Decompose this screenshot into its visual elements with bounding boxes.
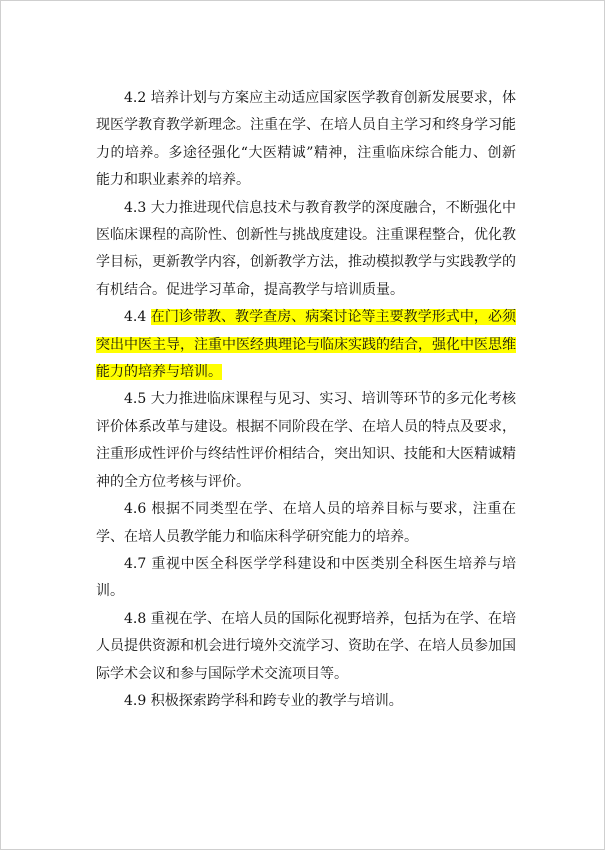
clause-number: 4.5 (124, 391, 151, 408)
clause-number: 4.8 (124, 610, 151, 627)
clause-number: 4.7 (124, 555, 152, 572)
paragraph-4-3 (96, 195, 516, 305)
highlighted-clause-text: 在门诊带教、教学查房、病案讨论等主要教学形式中，必须突出中医主导，注重中医经典理论与临床实践的结合，强化中医思维能力的培养与培训。 (96, 309, 516, 381)
clause-text: 培养计划与方案应主动适应国家医学教育创新发展要求，体现医学教育教学新理念。注重在学、在培人员自主学习和终身学习能力的培养。多途径强化“大医精诚”精神，注重临床综合能力、创新能力和职业素养的培养。 (96, 90, 516, 189)
paragraph-4-9 (96, 688, 516, 715)
clause-text: 根据不同类型在学、在培人员的培养目标与要求，注重在学、在培人员教学能力和临床科学研究能力的培养。 (96, 501, 516, 545)
paragraph-4-8 (96, 606, 516, 688)
clause-text: 大力推进现代信息技术与教育教学的深度融合，不断强化中医临床课程的高阶性、创新性与挑战度建设。注重课程整合，优化教学目标，更新教学内容，创新教学方法，推动模拟教学与实践教学的有机结合。促进学习革命，提高教学与培训质量。 (96, 199, 516, 298)
paragraph-4-5 (96, 386, 516, 496)
clause-text: 重视中医全科医学学科建设和中医类别全科医生培养与培训。 (96, 555, 516, 600)
document-body (96, 85, 516, 715)
clause-number: 4.2 (124, 90, 151, 106)
clause-number: 4.9 (124, 692, 151, 709)
clause-number: 4.3 (124, 199, 151, 216)
paragraph-4-2 (96, 85, 516, 195)
clause-text: 积极探索跨学科和跨专业的教学与培训。 (150, 692, 403, 709)
paragraph-4-6 (96, 496, 516, 551)
clause-number: 4.4 (124, 309, 151, 326)
paragraph-4-4 (96, 304, 516, 386)
clause-number: 4.6 (124, 501, 152, 518)
clause-text: 大力推进临床课程与见习、实习、培训等环节的多元化考核评价体系改革与建设。根据不同阶段在学、在培人员的特点及要求，注重形成性评价与终结性评价相结合，突出知识、技能和大医精诚精神的全方位考核与评价。 (96, 391, 516, 490)
paragraph-4-7 (96, 551, 516, 606)
clause-text: 重视在学、在培人员的国际化视野培养，包括为在学、在培人员提供资源和机会进行境外交流学习、资助在学、在培人员参加国际学术会议和参与国际学术交流项目等。 (96, 610, 516, 682)
